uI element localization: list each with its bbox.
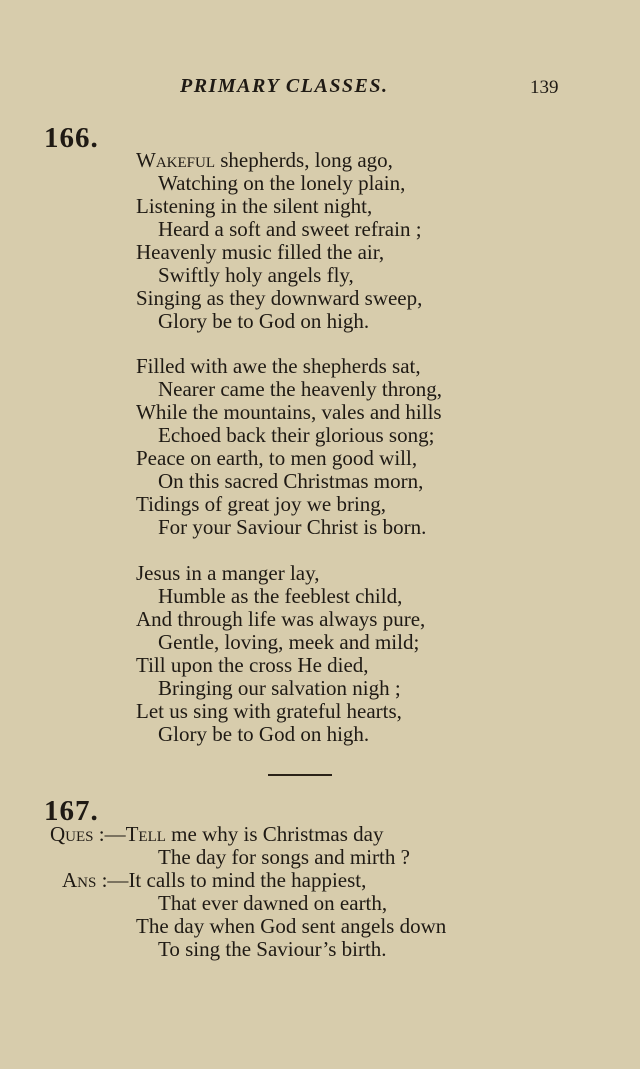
hymn-number-167: 167. — [44, 795, 99, 827]
verse-line: Watching on the lonely plain, — [158, 171, 406, 195]
verse-line: Filled with awe the shepherds sat, — [136, 354, 421, 378]
verse-line: Peace on earth, to men good will, — [136, 446, 418, 470]
verse-line: The day when God sent angels down — [136, 914, 447, 938]
first-word: Tell — [125, 822, 166, 846]
verse-line: Tidings of great joy we bring, — [136, 492, 387, 516]
verse-line: Listening in the silent night, — [136, 194, 373, 218]
section-divider — [268, 774, 332, 776]
running-header: PRIMARY CLASSES. — [180, 75, 389, 97]
verse-line: Heard a soft and sweet refrain ; — [158, 217, 422, 241]
verse-line: Glory be to God on high. — [158, 309, 370, 333]
question-line: Ques :—Tell me why is Christmas day — [50, 822, 384, 846]
verse-line: While the mountains, vales and hills — [136, 400, 442, 424]
verse-line: Glory be to God on high. — [158, 722, 370, 746]
verse-line: Let us sing with grateful hearts, — [136, 699, 402, 723]
verse-line: Gentle, loving, meek and mild; — [158, 630, 420, 654]
verse-line: Nearer came the heavenly throng, — [158, 377, 442, 401]
verse-line: Swiftly holy angels fly, — [158, 263, 354, 287]
verse-line: Bringing our salvation nigh ; — [158, 676, 401, 700]
verse-line: To sing the Saviour’s birth. — [158, 937, 387, 961]
verse-line: Humble as the feeblest child, — [158, 584, 403, 608]
verse-line: Singing as they downward sweep, — [136, 286, 423, 310]
verse-line: And through life was always pure, — [136, 607, 426, 631]
verse-line: Till upon the cross He died, — [136, 653, 369, 677]
hymn-number-166: 166. — [44, 122, 99, 154]
verse-line: That ever dawned on earth, — [158, 891, 388, 915]
verse-line: For your Saviour Christ is born. — [158, 515, 427, 539]
verse-line: On this sacred Christmas morn, — [158, 469, 424, 493]
page-number: 139 — [530, 77, 559, 98]
verse-line: Echoed back their glorious song; — [158, 423, 435, 447]
answer-label: Ans :— — [62, 868, 129, 892]
question-label: Ques :— — [50, 822, 126, 846]
verse-line: Wakeful shepherds, long ago, — [136, 148, 393, 172]
verse-line: Heavenly music filled the air, — [136, 240, 385, 264]
verse-line: The day for songs and mirth ? — [158, 845, 410, 869]
answer-line: Ans :—It calls to mind the happiest, — [62, 868, 367, 892]
first-word: Wakeful — [136, 148, 215, 172]
verse-line: Jesus in a manger lay, — [136, 561, 320, 585]
